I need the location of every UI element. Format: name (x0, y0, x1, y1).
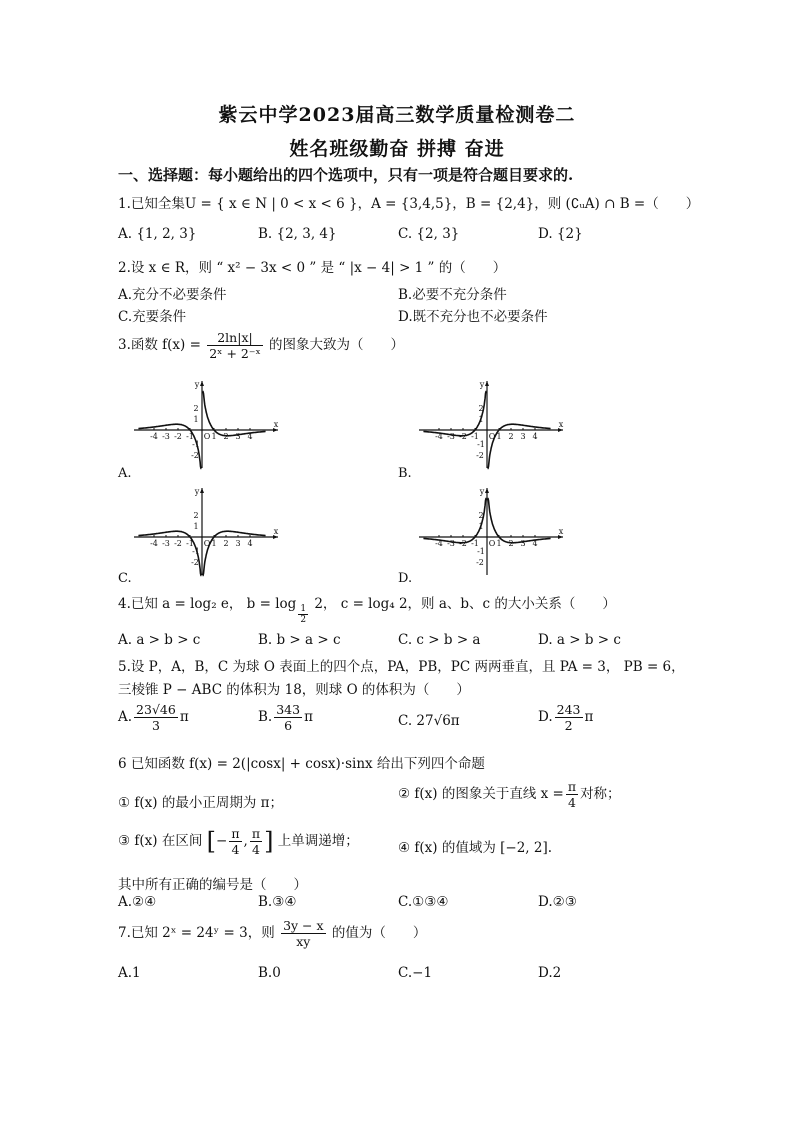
x-tick-label: 1 (496, 432, 502, 441)
x-tick-label: -1 (471, 539, 479, 548)
q6-ask: 其中所有正确的编号是（ ） (118, 877, 307, 893)
q7-denominator: xy (296, 934, 311, 949)
q5-option-d-den: 2 (564, 718, 573, 733)
q6-p2-a: ② f(x) 的图象关于直线 x = (398, 786, 564, 802)
q6-option-a: A.②④ (118, 894, 157, 910)
q5-option-a-label: A. (118, 709, 133, 725)
x-tick-label: -3 (162, 539, 170, 548)
q7-numerator: 3y − x (283, 918, 324, 933)
x-tick-label: 2 (223, 432, 229, 441)
q5-option-a-frac (134, 702, 178, 733)
q4-stem-b: 2， c = log₄ 2，则 a、b、c 的大小关系（ ） (314, 596, 616, 612)
origin-label: O (203, 432, 211, 441)
x-tick-label: 3 (235, 539, 241, 548)
q4-log-base (298, 604, 308, 625)
x-tick-label: -2 (174, 432, 182, 441)
q4-option-d: D. a > b > c (538, 632, 621, 648)
graph-c-label: C. (118, 571, 132, 586)
q4-base-den: 2 (300, 615, 307, 625)
curve-branch-right (488, 424, 551, 468)
section-heading: 一、选择题：每小题给出的四个选项中，只有一项是符合题目要求的. (118, 166, 574, 184)
x-tick-label: 3 (520, 539, 526, 548)
q6-p3-frac1 (229, 826, 241, 857)
q5-option-a-pi: π (179, 709, 189, 725)
q7-prefix: 7.已知 2ˣ = 24ʸ = 3，则 (118, 925, 275, 941)
q1-option-d: D. {2} (538, 226, 583, 242)
q5-line2: 三棱锥 P − ABC 的体积为 18，则球 O 的体积为（ ） (118, 682, 470, 698)
x-tick-label: 3 (235, 432, 241, 441)
q7-option-d: D.2 (538, 965, 562, 981)
y-tick-label: 1 (193, 522, 199, 531)
q6-p3-b: 上单调递增； (277, 833, 359, 849)
q5-line1: 5.设 P，A，B，C 为球 O 表面上的四个点，PA，PB，PC 两两垂直，且 PA = 3， PB = 6， (118, 659, 685, 675)
graph-b (415, 378, 567, 470)
x-tick-label: -3 (162, 432, 170, 441)
q3-suffix: 的图象大致为（ ） (269, 337, 405, 353)
q2-option-d: D.既不充分也不必要条件 (398, 309, 548, 325)
y-tick-label: 1 (478, 522, 484, 531)
y-tick-label: 1 (193, 415, 199, 424)
q4-stem-a: 4.已知 a = log₂ e， b = log (118, 596, 297, 612)
y-axis-arrow (485, 488, 489, 493)
graph-b-label: B. (398, 466, 412, 481)
q5-option-d-label: D. (538, 709, 553, 725)
q2-stem: 2.设 x ∈ R，则 “ x² − 3x < 0 ” 是 “ |x − 4| > 1 ” 的（ ） (118, 260, 507, 276)
q1-option-a: A. {1, 2, 3} (118, 226, 197, 242)
q5-option-d-frac (555, 702, 583, 733)
q5-option-b-pi: π (304, 709, 313, 725)
x-tick-label: 1 (211, 432, 217, 441)
curve-branch-right (488, 499, 551, 543)
q3-prefix: 3.函数 f(x) = (118, 337, 201, 353)
x-axis-label: x (558, 420, 564, 429)
y-tick-label: -2 (476, 558, 484, 567)
q5-option-a (118, 702, 189, 733)
q4-option-b: B. b > a > c (258, 632, 341, 648)
origin-label: O (488, 539, 496, 548)
q6-p3-a: ③ f(x) 在区间 (118, 833, 203, 849)
q6-proposition-3: ③ f(x) 在区间 [− $\frac{\pi}{4}$ , $\frac{\pi}{4}$ ] 上单调递增； (118, 826, 359, 857)
x-axis-label: x (273, 420, 279, 429)
q5-option-d (538, 702, 593, 733)
q1-option-c: C. {2, 3} (398, 226, 460, 242)
q6-p3-frac2 (250, 826, 262, 857)
exam-title: 紫云中学2023届高三数学质量检测卷二 (218, 104, 576, 126)
q6-p3-bracket-right: ] (264, 827, 274, 856)
q4-base-num: 1 (300, 604, 307, 614)
q6-p3-num2: π (251, 826, 261, 841)
y-tick-label: 2 (478, 404, 484, 413)
q6-proposition-4: ④ f(x) 的值域为 [−2, 2]. (398, 840, 553, 856)
q5-option-a-den: 3 (151, 718, 160, 733)
x-tick-label: -2 (459, 432, 467, 441)
origin-label: O (488, 432, 496, 441)
q6-p3-bracket-left: [ (206, 827, 217, 856)
y-tick-label: -1 (477, 440, 485, 449)
x-tick-label: -4 (150, 432, 158, 441)
x-tick-label: -2 (459, 539, 467, 548)
y-tick-label: 2 (478, 511, 484, 520)
q5-option-c: C. 27√6π (398, 713, 460, 729)
q7-option-a: A.1 (118, 965, 141, 981)
q7-suffix: 的值为（ ） (331, 925, 427, 941)
x-axis-label: x (558, 527, 564, 536)
q6-p2-frac (566, 779, 578, 810)
y-tick-label: -1 (192, 440, 200, 449)
q5-option-b-frac (274, 702, 302, 733)
q5-option-b-num: 343 (276, 702, 301, 717)
q4-stem (118, 592, 616, 625)
origin-label: O (203, 539, 211, 548)
y-axis-label: y (194, 487, 200, 496)
x-tick-label: -4 (435, 539, 443, 548)
q6-proposition-1: ① f(x) 的最小正周期为 π； (118, 795, 283, 811)
x-tick-label: -3 (447, 432, 455, 441)
y-tick-label: -2 (191, 558, 199, 567)
x-tick-label: 4 (247, 432, 253, 441)
x-tick-label: -1 (186, 539, 194, 548)
q4-option-c: C. c > b > a (398, 632, 481, 648)
q6-p3-den2: 4 (251, 842, 260, 857)
q6-option-b: B.③④ (258, 894, 297, 910)
x-axis-label: x (273, 527, 279, 536)
y-axis-arrow (200, 488, 204, 493)
q1-option-b: B. {2, 3, 4} (258, 226, 337, 242)
y-tick-label: 2 (193, 404, 199, 413)
x-tick-label: 3 (520, 432, 526, 441)
q5-option-b-den: 6 (284, 718, 293, 733)
x-tick-label: -3 (447, 539, 455, 548)
x-tick-label: 2 (223, 539, 229, 548)
y-axis-label: y (479, 380, 485, 389)
q6-p2-b: 对称； (580, 786, 621, 802)
q3-fraction (207, 330, 263, 361)
curve-branch-left (423, 392, 486, 436)
curve-branch-right (203, 531, 266, 575)
q7-option-b: B.0 (258, 965, 281, 981)
x-tick-label: 2 (508, 539, 514, 548)
curve-branch-left (423, 499, 486, 543)
y-tick-label: 1 (478, 415, 484, 424)
graph-d (415, 485, 567, 577)
q3-numerator: 2ln|x| (207, 330, 263, 346)
q6-proposition-2 (398, 779, 621, 810)
x-tick-label: 2 (508, 432, 514, 441)
x-tick-label: -4 (435, 432, 443, 441)
x-tick-label: 4 (247, 539, 253, 548)
y-tick-label: -2 (191, 451, 199, 460)
y-tick-label: 2 (193, 511, 199, 520)
q5-option-a-num: 23√46 (136, 702, 176, 717)
x-tick-label: 4 (532, 432, 538, 441)
q6-p2-den: 4 (567, 795, 576, 810)
q7-fraction (281, 918, 326, 949)
y-axis-label: y (194, 380, 200, 389)
q6-stem: 6 已知函数 f(x) = 2(|cosx| + cosx)·sinx 给出下列四个命题 (118, 756, 485, 772)
curve-branch-right (203, 392, 266, 436)
x-tick-label: -2 (174, 539, 182, 548)
x-tick-label: 1 (496, 539, 502, 548)
q6-p2-num: π (567, 779, 577, 794)
x-tick-label: -1 (471, 432, 479, 441)
graph-c (130, 485, 282, 577)
q2-option-b: B.必要不充分条件 (398, 287, 507, 303)
q5-option-d-num: 243 (556, 702, 581, 717)
q5-option-b (258, 702, 313, 733)
y-tick-label: -1 (477, 547, 485, 556)
y-tick-label: -2 (476, 451, 484, 460)
q5-option-b-label: B. (258, 709, 273, 725)
y-tick-label: -1 (192, 547, 200, 556)
y-axis-arrow (485, 381, 489, 386)
x-tick-label: -4 (150, 539, 158, 548)
y-axis-arrow (200, 381, 204, 386)
q2-option-a: A.充分不必要条件 (118, 287, 227, 303)
graph-d-label: D. (398, 571, 413, 586)
q1-stem: 1.已知全集U = { x ∈ N | 0 < x < 6 }，A = {3,4,5}，B = {2,4}，则 (∁ᵤA) ∩ B =（ ） (118, 196, 700, 212)
graph-a-label: A. (118, 466, 132, 481)
q3-stem (118, 330, 404, 361)
q4-option-a: A. a > b > c (118, 632, 201, 648)
x-tick-label: 1 (211, 539, 217, 548)
q2-option-c: C.充要条件 (118, 309, 187, 325)
q5-option-d-pi: π (584, 709, 594, 725)
x-tick-label: -1 (186, 432, 194, 441)
exam-subtitle: 姓名班级勤奋 拼搏 奋进 (289, 138, 505, 160)
q6-option-c: C.①③④ (398, 894, 449, 910)
x-tick-label: 4 (532, 539, 538, 548)
q3-denominator: 2ˣ + 2⁻ˣ (209, 346, 261, 361)
q6-p3-num1: π (231, 826, 240, 841)
y-axis-label: y (479, 487, 485, 496)
q6-option-d: D.②③ (538, 894, 577, 910)
q6-p3-den1: 4 (231, 842, 240, 857)
graph-a (130, 378, 282, 470)
q7-option-c: C.−1 (398, 965, 433, 981)
q7-stem (118, 918, 426, 949)
